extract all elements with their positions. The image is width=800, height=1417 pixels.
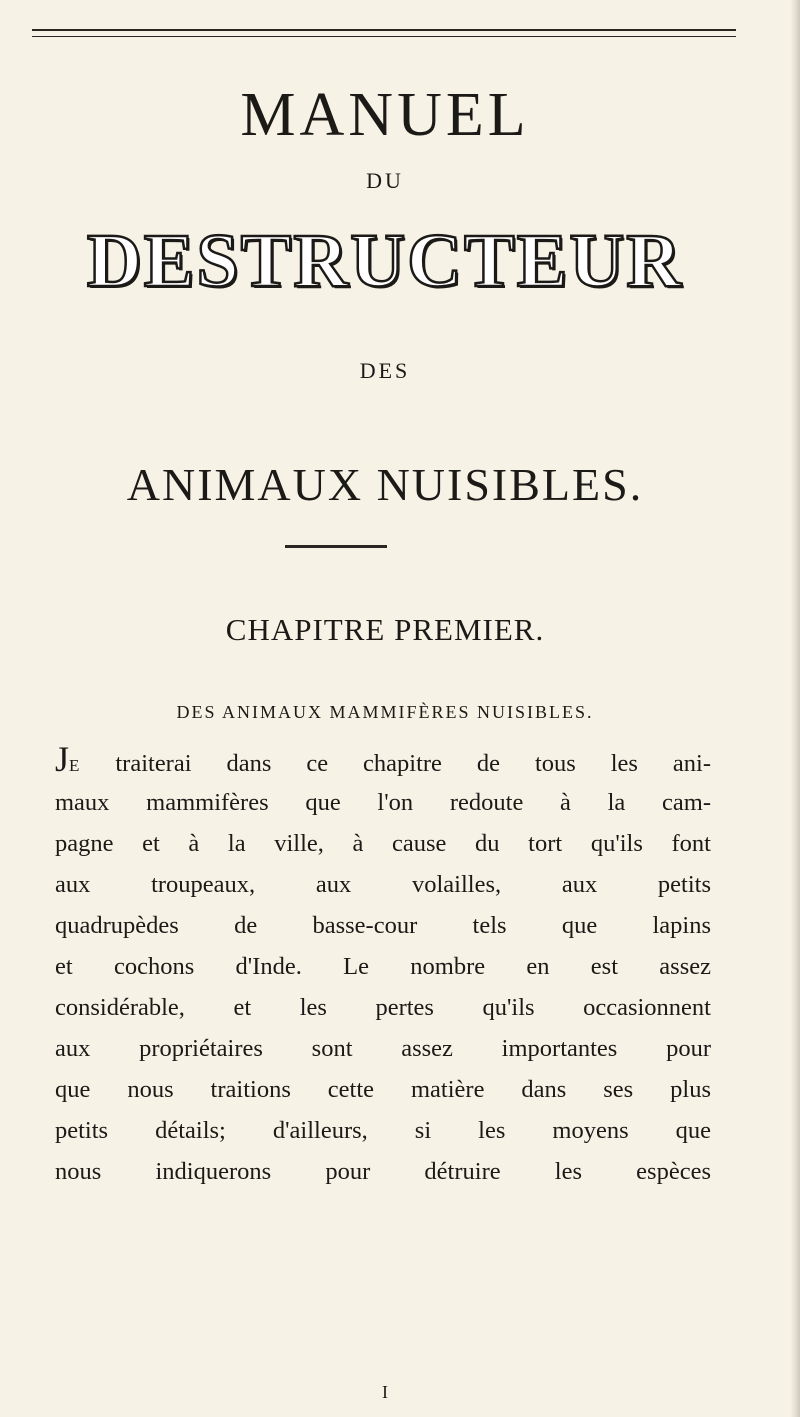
text-line-8: aux propriétaires sont assez importantes pour xyxy=(55,1035,711,1062)
title-animaux-nuisibles: ANIMAUX NUISIBLES. xyxy=(126,459,644,510)
text-line-1 xyxy=(55,741,711,782)
chapter-heading: CHAPITRE PREMIER. xyxy=(225,612,545,647)
top-rule-thick xyxy=(32,29,736,31)
text-line-9: que nous traitions cette matière dans ses plus xyxy=(55,1076,711,1103)
text-line-11: nous indiquerons pour détruire les espèces xyxy=(55,1158,711,1185)
text-line-6: et cochons d'Inde. Le nombre en est assez xyxy=(55,953,711,980)
page-number: I xyxy=(382,1382,388,1402)
page-edge-shadow xyxy=(790,0,800,1417)
body-paragraph xyxy=(55,741,711,1192)
drop-cap: J xyxy=(55,739,70,779)
title-du: DU xyxy=(366,168,404,193)
text-line-4: aux troupeaux, aux volailles, aux petits xyxy=(55,871,711,898)
text-line-2: maux mammifères que l'on redoute à la cam- xyxy=(55,789,711,816)
text-line-1-content: traiterai dans ce chapitre de tous les ani- xyxy=(115,750,711,777)
title-des: DES xyxy=(359,358,411,383)
text-line-5: quadrupèdes de basse-cour tels que lapins xyxy=(55,912,711,939)
top-rule-thin xyxy=(32,36,736,37)
title-manuel: MANUEL xyxy=(240,81,530,149)
text-line-3: pagne et à la ville, à cause du tort qu'ils font xyxy=(55,830,711,857)
text-line-7: considérable, et les pertes qu'ils occasionnent xyxy=(55,994,711,1021)
title-destructeur: DESTRUCTEUR xyxy=(86,219,684,303)
section-divider xyxy=(285,545,387,548)
text-line-10: petits détails; d'ailleurs, si les moyens que xyxy=(55,1117,711,1144)
drop-cap-rest: E xyxy=(69,756,81,775)
chapter-subtitle: DES ANIMAUX MAMMIFÈRES NUISIBLES. xyxy=(176,702,594,722)
